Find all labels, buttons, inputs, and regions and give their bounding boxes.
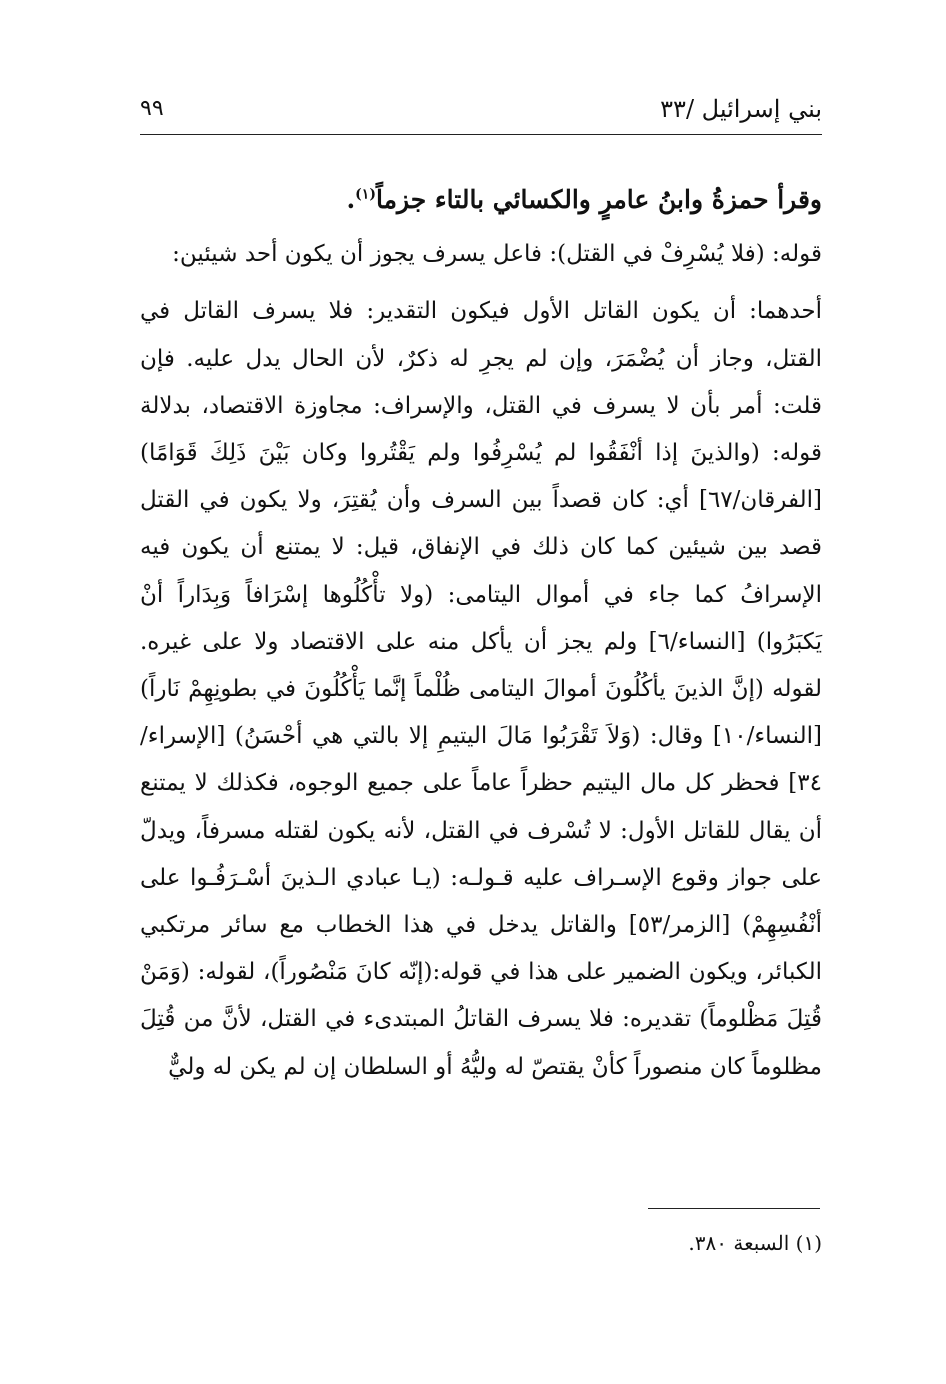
paragraph-verse-commentary: قوله: (فلا يُسْرِفْ في القتل): فاعل يسرف يجوز أن يكون أحد شيئين:	[172, 241, 822, 268]
paragraph-end: .	[346, 185, 356, 214]
footnote-reference: (١)	[355, 186, 376, 203]
paragraph-text: وقرأ حمزةُ وابنُ عامرٍ والكسائي بالتاء جزماً	[375, 185, 822, 214]
paragraph-reading-note	[140, 176, 822, 223]
main-text	[140, 176, 822, 1091]
header-divider	[140, 134, 822, 135]
footnote: (١) السبعة ٣٨٠.	[688, 1231, 822, 1255]
running-title: بني إسرائيل /٣٣	[660, 95, 822, 123]
page-number: ٩٩	[140, 96, 164, 121]
paragraph-first-interpretation: أحدهما: أن يكون القاتل الأول فيكون التقدير: فلا يسرف القاتل في القتل، وجاز أن يُضْمَرَ، وإن لم يجرِ له ذكرٌ، لأن الحال يدل عليه. فإن قلت: أمر بأن لا يسرف في القتل، والإسراف: مجاوزة الاقتصاد، بدلالة قوله: (والذينَ إذا أنْفَقُوا لم يُسْرِفُوا ولم يَقْتُروا وكان بَيْنَ ذَلِكَ قَوَامًا) [الفرقان/٦٧] أي: كان قصداً بين السرف وأن يُقتِرَ، ولا يكون في القتل قصد بين شيئين كما كان ذلك في الإنفاق، قيل: لا يمتنع أن يكون فيه الإسرافُ كما جاء في أموال اليتامى: (ولا تأْكُلُوها إسْرَافاً وَبِدَاراً أنْ يَكبَرُوا) [النساء/٦] ولم يجز أن يأكل منه على الاقتصاد ولا على غيره. لقوله (إنَّ الذينَ يأكُلُونَ أموالَ اليتامى ظُلْماً إنَّما يَأْكُلُونَ في بطونِهِمْ نَاراً) [النساء/١٠] وقال: (وَلاَ تَقْرَبُوا مَالَ اليتيمِ إلا بالتي هي أحْسَنُ) [الإسراء/٣٤] فحظر كل مال اليتيم حظراً عاماً على جميع الوجوه، فكذلك لا يمتنع أن يقال للقاتل الأول: لا تُسْرف في القتل، لأنه يكون لقتله مسرفاً، ويدلّ على جواز وقوع الإسـراف عليه قـولـه: (يـا عبادي الـذينَ أسْـرَفُـوا على أنْفُسِهِمْ) [الزمر/٥٣] والقاتل يدخل في هذا الخطاب مع سائر مرتكبي الكبائر، ويكون الضمير على هذا في قوله:(إنّه كانَ مَنْصُوراً)، لقوله: (وَمَنْ قُتِلَ مَظْلوماً) تقديره: فلا يسرف القاتلُ المبتدىء في القتل، لأنَّ من قُتِلَ مظلوماً كان منصوراً كأنْ يقتصّ له وليُّهُ أو السلطان إن لم يكن له وليٌّ	[140, 298, 822, 1080]
page-header	[140, 92, 822, 130]
footnote-divider	[648, 1208, 820, 1209]
